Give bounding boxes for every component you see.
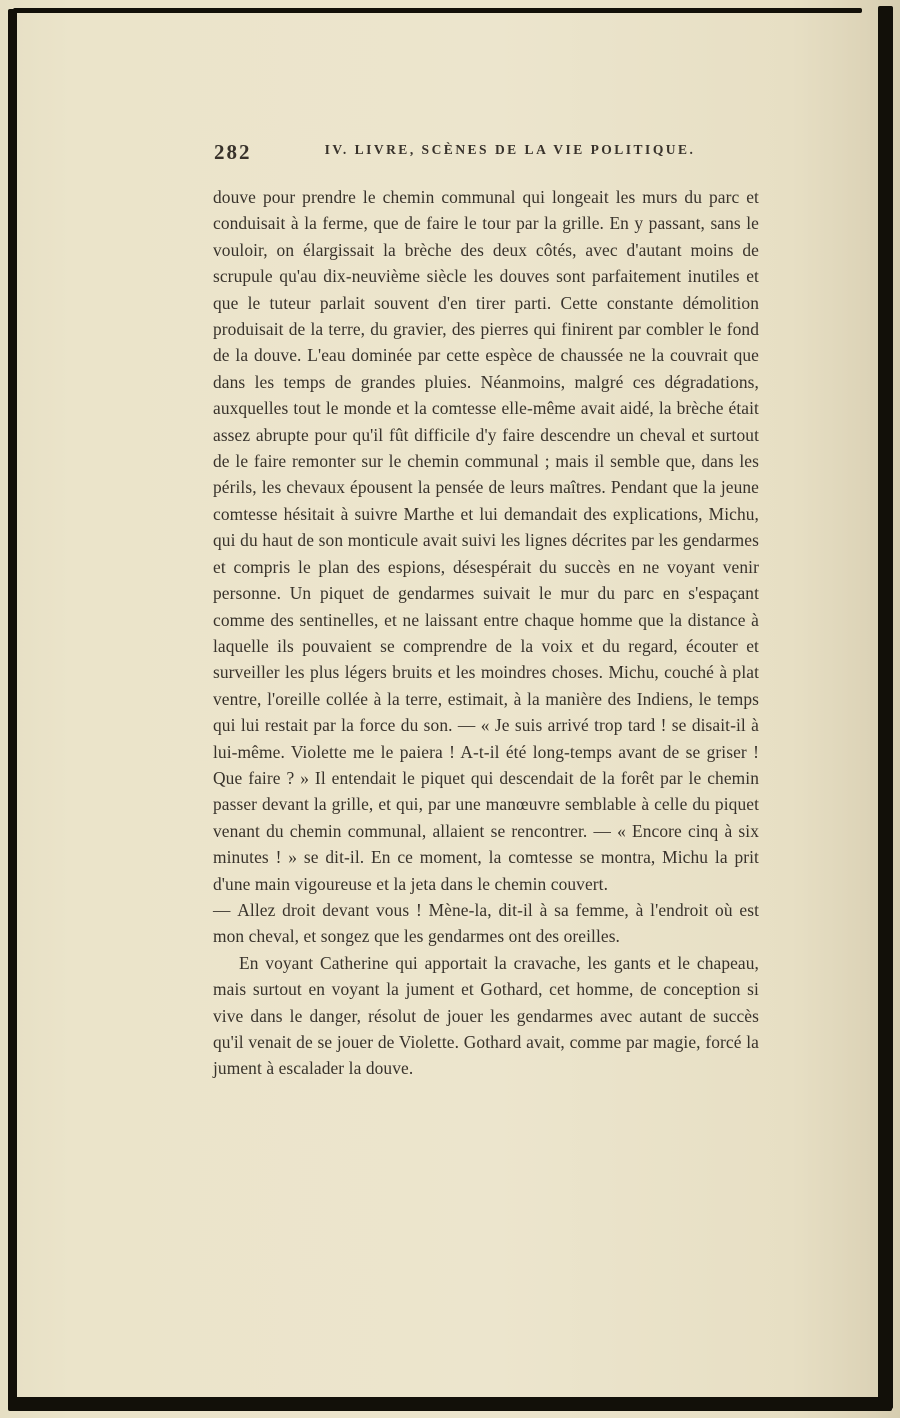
paragraph-dialogue: — Allez droit devant vous ! Mène-la, dit-il à sa femme, à l'endroit où est mon cheval, et songez que les gendarmes ont des oreilles.	[213, 899, 759, 947]
page-edge-bottom	[8, 1397, 892, 1411]
page-number: 282	[214, 140, 252, 164]
paragraph-continuation: douve pour prendre le chemin communal qui longeait les murs du parc et conduisait à la ferme, que de faire le tour par la grille. En y passant, sans le vouloir, on élargissait la brèche des deux côtés, avec d'autant moins de scrupule qu'au dix-neuvième siècle les douves sont parfaitement inutiles et que le tuteur parlait souvent d'en tirer parti. Cette constante démolition produisait de la terre, du gravier, des pierres qui finirent par combler le fond de la douve. L'eau dominée par cette espèce de chaussée ne la couvrait que dans les temps de grandes pluies. Néanmoins, malgré ces dégradations, auxquelles tout le monde et la comtesse elle-même avait aidé, la brèche était assez abrupte pour qu'il fût difficile d'y faire descendre un cheval et surtout de le faire remonter sur le chemin communal ; mais il semble que, dans les périls, les chevaux épousent la pensée de leurs maîtres. Pendant que la jeune comtesse hésitait à suivre Marthe et lui demandait des explications, Michu, qui du haut de son monticule avait suivi les lignes décrites par les gendarmes et compris le plan des espions, désespérait du succès en ne voyant venir personne. Un piquet de gendarmes suivait le mur du parc en s'espaçant comme des sentinelles, et ne laissant entre chaque homme que la distance à laquelle ils pouvaient se comprendre de la voix et du regard, écouter et surveiller les plus légers bruits et les moindres choses. Michu, couché à plat ventre, l'oreille collée à la terre, estimait, à la manière des Indiens, le temps qui lui restait par la force du son. — « Je suis arrivé trop tard ! se disait-il à lui-même. Violette me le paiera ! A-t-il été long-temps avant de se griser ! Que faire ? » Il entendait le piquet qui descendait de la forêt par le chemin passer devant la grille, et qui, par une manœuvre semblable à celle du piquet venant du chemin communal, allaient se rencontrer. — « Encore cinq à six minutes ! » se dit-il. En ce moment, la comtesse se montra, Michu la prit d'une main vigoureuse et la jeta dans le chemin couvert.	[213, 187, 759, 894]
page-edge-left	[8, 9, 17, 1405]
page-header	[213, 142, 759, 168]
paragraph: En voyant Catherine qui apportait la cravache, les gants et le chapeau, mais surtout en voyant la jument et Gothard, cet homme, de conception si vive dans le danger, résolut de jouer les gendarmes avec autant de succès qu'il venait de se jouer de Violette. Gothard avait, comme par magie, forcé la jument à escalader la douve.	[213, 952, 759, 1079]
page-edge-right	[878, 6, 893, 1409]
page-edge-top	[13, 8, 862, 13]
running-title: IV. LIVRE, SCÈNES DE LA VIE POLITIQUE.	[324, 142, 696, 157]
body-text	[213, 184, 759, 1082]
page-content	[213, 142, 759, 1082]
